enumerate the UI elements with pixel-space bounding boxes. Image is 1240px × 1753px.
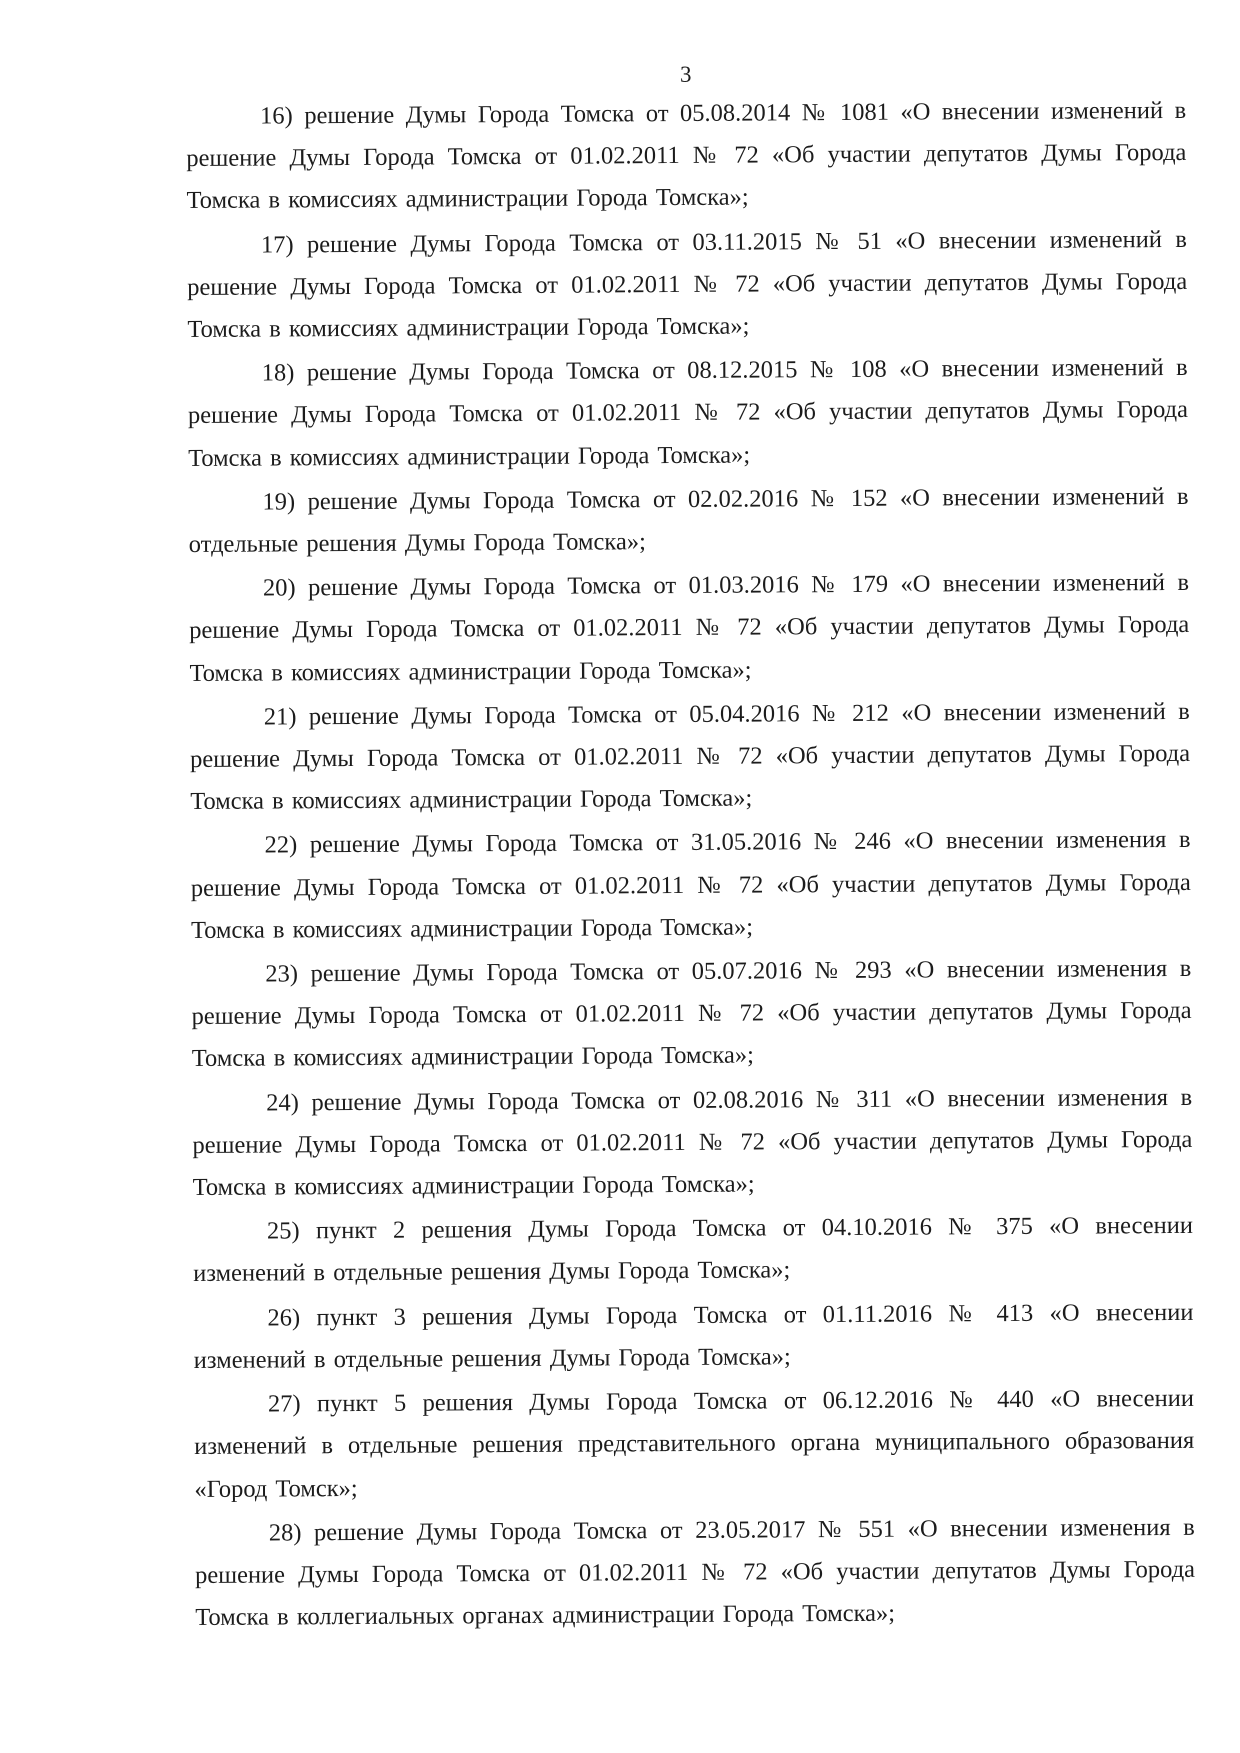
list-item: 24) решение Думы Города Томска от 02.08.2016 № 311 «О внесении изменения в решение Думы Города Томска от 01.02.2011 № 72 «Об участии депутатов Думы Города Томска в комиссиях администрации Города Томска»;: [192, 1083, 1193, 1202]
list-item: 17) решение Думы Города Томска от 03.11.2015 № 51 «О внесении изменений в решение Думы Города Томска от 01.02.2011 № 72 «Об участии депутатов Думы Города Томска в комиссиях администрации Города Томска»;: [187, 225, 1188, 344]
list-item: 23) решение Думы Города Томска от 05.07.2016 № 293 «О внесении изменения в решение Думы Города Томска от 01.02.2011 № 72 «Об участии депутатов Думы Города Томска в комиссиях администрации Города Томска»;: [191, 954, 1192, 1073]
list-item: 16) решение Думы Города Томска от 05.08.2014 № 1081 «О внесении изменений в решение Думы Города Томска от 01.02.2011 № 72 «Об участии депутатов Думы Города Томска в комиссиях администрации Города Томска»;: [186, 96, 1187, 215]
list-item: 27) пункт 5 решения Думы Города Томска от 06.12.2016 № 440 «О внесении изменений в отдельные решения представительного органа муниципального образования «Город Томск»;: [194, 1384, 1195, 1503]
list-item: 21) решение Думы Города Томска от 05.04.2016 № 212 «О внесении изменений в решение Думы Города Томска от 01.02.2011 № 72 «Об участии депутатов Думы Города Томска в комиссиях администрации Города Томска»;: [189, 697, 1191, 816]
list-item: 25) пункт 2 решения Думы Города Томска от 04.10.2016 № 375 «О внесении изменений в отдельные решения Думы Города Томска»;: [193, 1212, 1194, 1288]
list-item: 20) решение Думы Города Томска от 01.03.2016 № 179 «О внесении изменений в решение Думы Города Томска от 01.02.2011 № 72 «Об участии депутатов Думы Города Томска в комиссиях администрации Города Томска»;: [189, 569, 1190, 687]
list-item: 18) решение Думы Города Томска от 08.12.2015 № 108 «О внесении изменений в решение Думы Города Томска от 01.02.2011 № 72 «Об участии депутатов Думы Города Томска в комиссиях администрации Города Томска»;: [187, 354, 1189, 472]
list-item: 22) решение Думы Города Томска от 31.05.2016 № 246 «О внесении изменения в решение Думы Города Томска от 01.02.2011 № 72 «Об участии депутатов Думы Города Томска в комиссиях администрации Города Томска»;: [190, 826, 1191, 944]
list-item: 28) решение Думы Города Томска от 23.05.2017 № 551 «О внесении изменения в решение Думы Города Томска от 01.02.2011 № 72 «Об участии депутатов Думы Города Томска в коллегиальных органах администрации Города Томска»;: [194, 1513, 1196, 1632]
list-item: 19) решение Думы Города Томска от 02.02.2016 № 152 «О внесении изменений в отдельные решения Думы Города Томска»;: [188, 482, 1189, 559]
document-body: [186, 90, 1195, 1641]
page-number: 3: [680, 62, 692, 87]
list-item: 26) пункт 3 решения Думы Города Томска от 01.11.2016 № 413 «О внесении изменений в отдельные решения Думы Города Томска»;: [193, 1298, 1194, 1374]
